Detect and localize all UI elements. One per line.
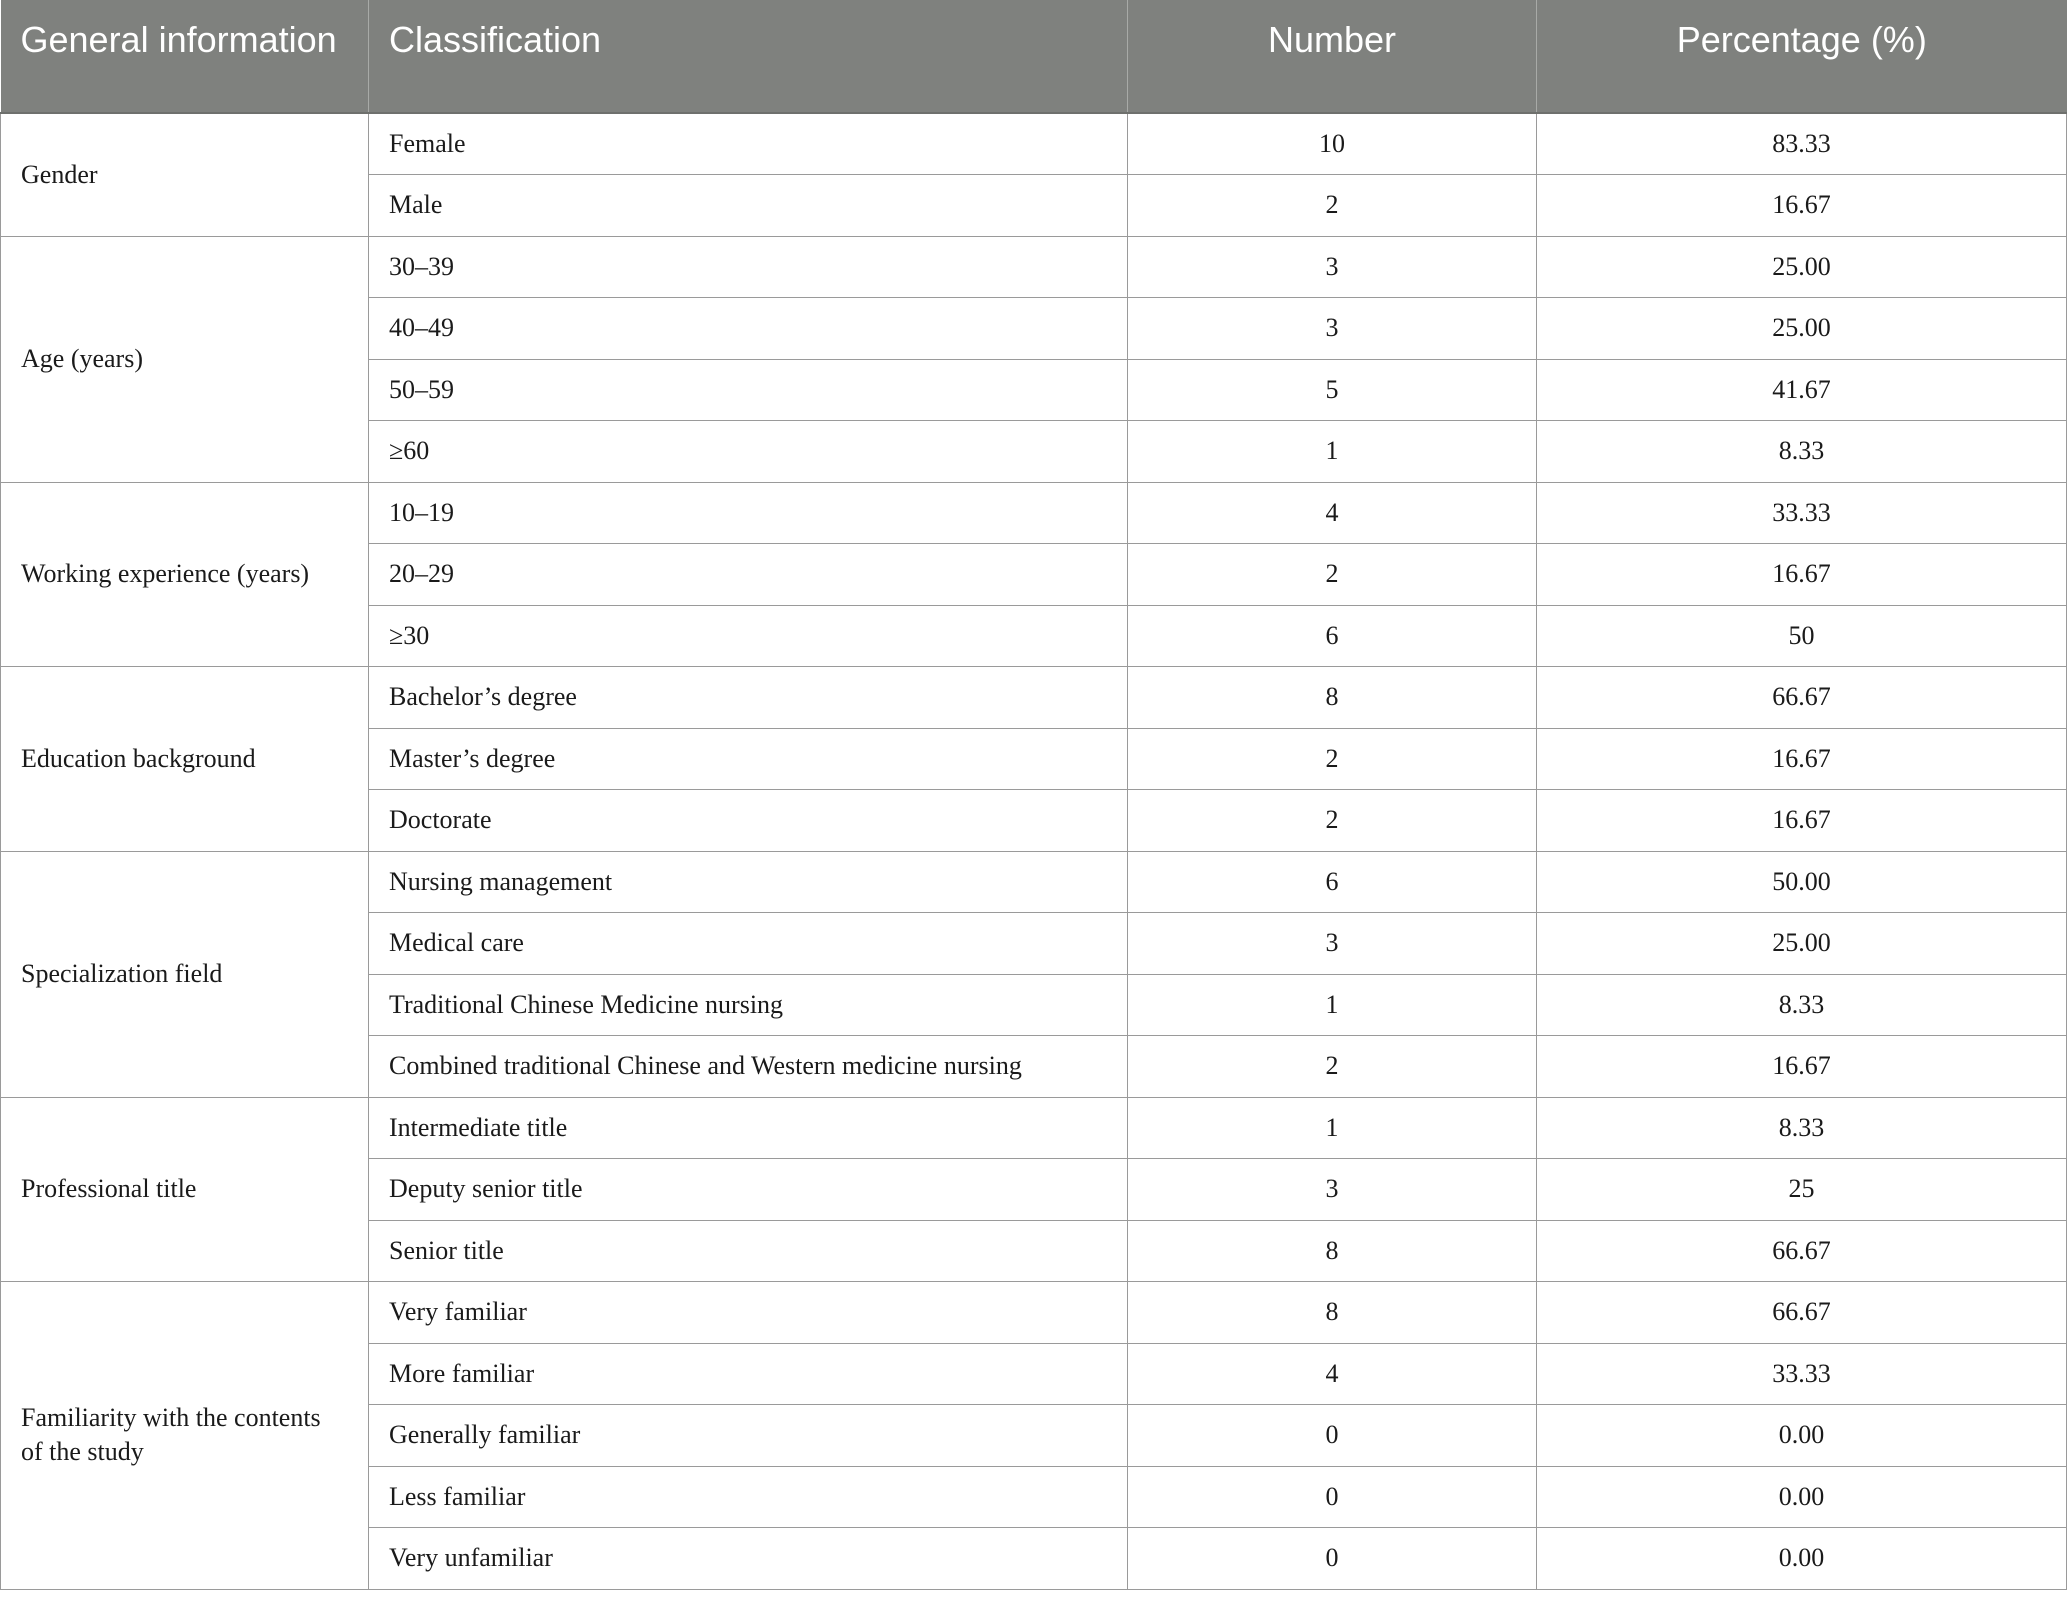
percentage-cell: 0.00 — [1537, 1528, 2067, 1590]
percentage-cell: 66.67 — [1537, 1220, 2067, 1282]
number-cell: 1 — [1128, 1097, 1537, 1159]
classification-cell: Female — [369, 113, 1128, 175]
number-cell: 1 — [1128, 421, 1537, 483]
number-cell: 3 — [1128, 913, 1537, 975]
percentage-cell: 8.33 — [1537, 421, 2067, 483]
percentage-cell: 16.67 — [1537, 175, 2067, 237]
number-cell: 2 — [1128, 790, 1537, 852]
percentage-cell: 50.00 — [1537, 851, 2067, 913]
percentage-cell: 0.00 — [1537, 1466, 2067, 1528]
percentage-cell: 25.00 — [1537, 913, 2067, 975]
percentage-cell: 8.33 — [1537, 1097, 2067, 1159]
classification-cell: Very unfamiliar — [369, 1528, 1128, 1590]
classification-cell: Combined traditional Chinese and Western medicine nursing — [369, 1036, 1128, 1098]
percentage-cell: 33.33 — [1537, 1343, 2067, 1405]
header-general-information: General information — [1, 0, 369, 113]
header-classification: Classification — [369, 0, 1128, 113]
number-cell: 0 — [1128, 1405, 1537, 1467]
table-row — [1, 1097, 2067, 1159]
percentage-cell: 16.67 — [1537, 544, 2067, 606]
classification-cell: Senior title — [369, 1220, 1128, 1282]
table-row — [1, 1282, 2067, 1344]
number-cell: 6 — [1128, 605, 1537, 667]
group-label-cell: Professional title — [1, 1097, 369, 1282]
number-cell: 8 — [1128, 667, 1537, 729]
percentage-cell: 8.33 — [1537, 974, 2067, 1036]
classification-cell: 30–39 — [369, 236, 1128, 298]
percentage-cell: 83.33 — [1537, 113, 2067, 175]
classification-cell: Less familiar — [369, 1466, 1128, 1528]
classification-cell: 20–29 — [369, 544, 1128, 606]
number-cell: 10 — [1128, 113, 1537, 175]
percentage-cell: 16.67 — [1537, 728, 2067, 790]
classification-cell: ≥60 — [369, 421, 1128, 483]
classification-cell: ≥30 — [369, 605, 1128, 667]
percentage-cell: 66.67 — [1537, 667, 2067, 729]
classification-cell: Bachelor’s degree — [369, 667, 1128, 729]
percentage-cell: 16.67 — [1537, 790, 2067, 852]
number-cell: 3 — [1128, 298, 1537, 360]
table-row — [1, 236, 2067, 298]
number-cell: 0 — [1128, 1466, 1537, 1528]
table-row — [1, 113, 2067, 175]
number-cell: 4 — [1128, 482, 1537, 544]
classification-cell: Doctorate — [369, 790, 1128, 852]
percentage-cell: 33.33 — [1537, 482, 2067, 544]
number-cell: 6 — [1128, 851, 1537, 913]
classification-cell: 10–19 — [369, 482, 1128, 544]
percentage-cell: 25.00 — [1537, 236, 2067, 298]
classification-cell: Generally familiar — [369, 1405, 1128, 1467]
number-cell: 3 — [1128, 1159, 1537, 1221]
classification-cell: Traditional Chinese Medicine nursing — [369, 974, 1128, 1036]
number-cell: 8 — [1128, 1220, 1537, 1282]
percentage-cell: 66.67 — [1537, 1282, 2067, 1344]
number-cell: 8 — [1128, 1282, 1537, 1344]
percentage-cell: 25 — [1537, 1159, 2067, 1221]
number-cell: 1 — [1128, 974, 1537, 1036]
group-label-cell: Age (years) — [1, 236, 369, 482]
group-label-cell: Working experience (years) — [1, 482, 369, 667]
classification-cell: Very familiar — [369, 1282, 1128, 1344]
number-cell: 4 — [1128, 1343, 1537, 1405]
percentage-cell: 0.00 — [1537, 1405, 2067, 1467]
percentage-cell: 50 — [1537, 605, 2067, 667]
classification-cell: 50–59 — [369, 359, 1128, 421]
classification-cell: 40–49 — [369, 298, 1128, 360]
classification-cell: More familiar — [369, 1343, 1128, 1405]
percentage-cell: 41.67 — [1537, 359, 2067, 421]
header-percentage: Percentage (%) — [1537, 0, 2067, 113]
classification-cell: Deputy senior title — [369, 1159, 1128, 1221]
table-row — [1, 851, 2067, 913]
percentage-cell: 25.00 — [1537, 298, 2067, 360]
group-label-cell: Familiarity with the contents of the study — [1, 1282, 369, 1590]
group-label-cell: Gender — [1, 113, 369, 236]
table-body — [1, 113, 2067, 1589]
number-cell: 0 — [1128, 1528, 1537, 1590]
classification-cell: Medical care — [369, 913, 1128, 975]
group-label-cell: Specialization field — [1, 851, 369, 1097]
classification-cell: Intermediate title — [369, 1097, 1128, 1159]
table-row — [1, 482, 2067, 544]
classification-cell: Master’s degree — [369, 728, 1128, 790]
percentage-cell: 16.67 — [1537, 1036, 2067, 1098]
group-label-cell: Education background — [1, 667, 369, 852]
number-cell: 3 — [1128, 236, 1537, 298]
classification-cell: Male — [369, 175, 1128, 237]
table-header — [1, 0, 2067, 113]
number-cell: 2 — [1128, 175, 1537, 237]
classification-cell: Nursing management — [369, 851, 1128, 913]
number-cell: 2 — [1128, 1036, 1537, 1098]
number-cell: 5 — [1128, 359, 1537, 421]
header-number: Number — [1128, 0, 1537, 113]
table-row — [1, 667, 2067, 729]
number-cell: 2 — [1128, 544, 1537, 606]
header-row — [1, 0, 2067, 113]
number-cell: 2 — [1128, 728, 1537, 790]
